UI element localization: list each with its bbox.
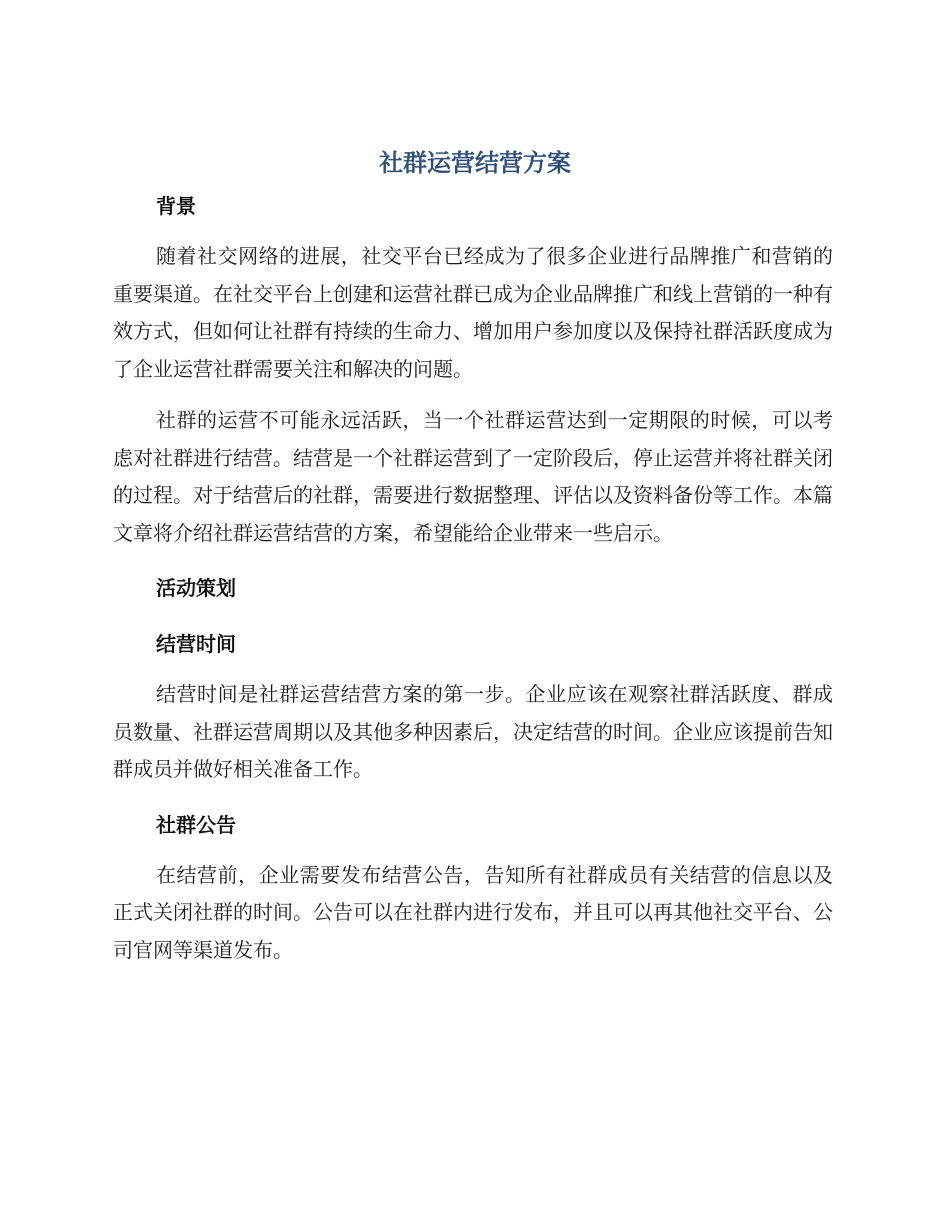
document-title: 社群运营结营方案 xyxy=(379,149,571,177)
section-heading-background: 背景 xyxy=(156,194,196,218)
document-body xyxy=(113,188,833,969)
paragraph-background-2: 社群的运营不可能永远活跃，当一个社群运营达到一定期限的时候，可以考虑对社群进行结营。结营是一个社群运营到了一定阶段后，停止运营并将社群关闭的过程。对于结营后的社群，需要进行数据整理、评估以及资料备份等工作。本篇文章将介绍社群运营结营的方案，希望能给企业带来一些启示。 xyxy=(113,408,833,545)
section-heading-activity-planning: 活动策划 xyxy=(156,576,236,600)
paragraph-closing-time: 结营时间是社群运营结营方案的第一步。企业应该在观察社群活跃度、群成员数量、社群运营周期以及其他多种因素后，决定结营的时间。企业应该提前告知群成员并做好相关准备工作。 xyxy=(113,682,833,781)
section-heading-announcement: 社群公告 xyxy=(156,812,236,837)
paragraph-background-1: 随着社交网络的进展，社交平台已经成为了很多企业进行品牌推广和营销的重要渠道。在社交平台上创建和运营社群已成为企业品牌推广和线上营销的一种有效方式，但如何让社群有持续的生命力、增加用户参加度以及保持社群活跃度成为了企业运营社群需要关注和解决的问题。 xyxy=(113,244,833,381)
paragraph-announcement: 在结营前，企业需要发布结营公告，告知所有社群成员有关结营的信息以及正式关闭社群的时间。公告可以在社群内进行发布，并且可以再其他社交平台、公司官网等渠道发布。 xyxy=(113,862,833,962)
section-heading-closing-time: 结营时间 xyxy=(156,632,236,656)
